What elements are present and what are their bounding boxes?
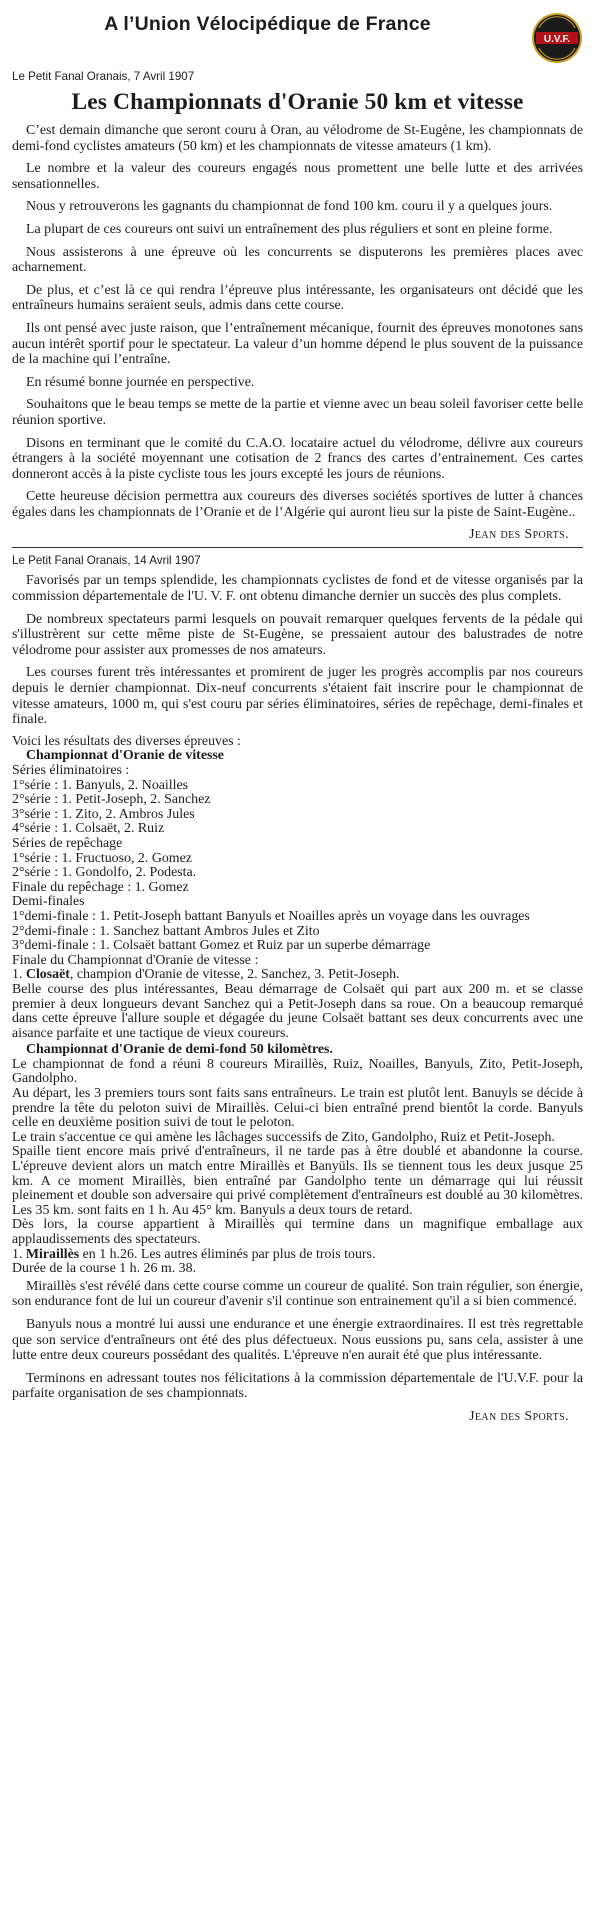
results-intro: Voici les résultats des diverses épreuves : bbox=[12, 733, 241, 749]
final-text: Belle course des plus intéressantes, Beau démarrage de Colsaët qui part aux 200 m. et se classe premier à deux longueurs devant Sanchez qui a Petit-Joseph dans sa roue. On a beaucoup remarqué dans cette épreuve l'allure souple et dégagée du jeune Colsaët battant ses deux concurrents avec une aisance parfaite et une tactique de vieux coureurs. bbox=[12, 981, 583, 1041]
article-1-paragraph: Nous assisterons à une épreuve où les concurrents se disputerons les premières places avec acharnement. bbox=[12, 244, 583, 276]
page bbox=[12, 8, 583, 1429]
demifond-result bbox=[12, 1248, 583, 1263]
article-2-paragraph: Les courses furent très intéressantes et promirent de juger les progrès accomplis par nos coureurs depuis le dernier championnat. Dix-neuf concurrents s'étaient fait inscrire pour le championnat de vitesse amateurs, 1000 m, qui s'est couru par séries éliminatoires, séries de repêchage, demi-finales et finale. bbox=[12, 665, 583, 728]
result-winner: Miraillès bbox=[25, 1246, 80, 1262]
demi-final: 2°demi-finale : 1. Sanchez battant Ambros Jules et Zito bbox=[12, 923, 320, 939]
article-1-paragraph: Cette heureuse décision permettra aux coureurs des diverses sociétés sportives de lutter à chances égales dans les championnats de l’Oranie et de l’Algérie qui auront lieu sur la piste de Saint-Eugène.. bbox=[12, 489, 583, 520]
rep-series: 2°série : 1. Gondolfo, 2. Podesta. bbox=[12, 865, 197, 881]
elim-label: Séries éliminatoires : bbox=[12, 763, 130, 778]
demifond-paragraph: Le championnat de fond a réuni 8 coureurs Miraillès, Ruiz, Noailles, Banyuls, Zito, Petit-Joseph, Gandolpho. bbox=[12, 1056, 583, 1087]
demifond-paragraph: Spaille tient encore mais privé d'entraîneurs, il ne tarde pas à être doublé et abandonne la course. L'épreuve devient alors un match entre Miraillès et Banyüls. Ils se tiennent tous les deux jusque 25 km. A ce moment Miraillès, bien entraîné par Gandolpho tente un démarrage qui lui réussit pleinement et double son adversaire qui privé complètement d'entraîneurs est doublé au 30 kilomètres. Les 35 km. sont faits en 1 h. Au 45° km. Banyuls a deux tours de retard. bbox=[12, 1144, 583, 1218]
masthead-title: A l’Union Vélocipédique de France bbox=[104, 13, 431, 35]
article-1-paragraph: En résumé bonne journée en perspective. bbox=[26, 374, 255, 390]
result-num: 1. bbox=[12, 1246, 23, 1262]
demifond-title-text: Championnat d'Oranie de demi-fond 50 kilomètres bbox=[26, 1042, 330, 1058]
article-1-paragraph: C’est demain dimanche que seront couru à Oran, au vélodrome de St-Eugène, les championnats de demi-fond cyclistes amateurs (50 km) et les championnats de vitesse amateurs (1 km). bbox=[12, 123, 583, 154]
masthead bbox=[12, 8, 583, 66]
closing-paragraph: Banyuls nous a montré lui aussi une endurance et une énergie extraordinaires. Il est très regrettable que son service d'entraîneurs ont été des plus défectueux. Nous eussions pu, sans cela, assister à une lutte entre deux coureurs possédant des qualités. L'épreuve n'en aurait été que plus intéressante. bbox=[12, 1316, 583, 1364]
vitesse-title: Championnat d'Oranie de vitesse bbox=[26, 748, 224, 764]
article-2-paragraph: Favorisés par un temps splendide, les championnats cyclistes de fond et de vitesse organisés par la commission départementale de l'U. V. F. ont obtenu dimanche dernier un succès des plus complets. bbox=[12, 573, 583, 605]
result-rest: en 1 h.26. Les autres éliminés par plus de trois tours. bbox=[79, 1246, 376, 1262]
article-1-paragraph: Ils ont pensé avec juste raison, que l’entraînement mécanique, fournit des épreuves monotones sans aucun intérêt sportif pour le spectateur. La valeur d’un homme dépend le plus souvent de la puissance de la machine qui l’entraîne. bbox=[12, 320, 583, 368]
closing-paragraph: Terminons en adressant toutes nos félicitations à la commission départementale de l'U.V.F. pour la parfaite organisation de ses championnats. bbox=[12, 1370, 583, 1402]
article-1-paragraph: Le nombre et la valeur des coureurs engagés nous promettent une belle lutte et des arrivées sensationnelles. bbox=[12, 161, 583, 192]
rep-label: Séries de repêchage bbox=[12, 835, 123, 851]
article-2-source: Le Petit Fanal Oranais, 14 Avril 1907 bbox=[12, 554, 201, 568]
demi-label: Demi-finales bbox=[12, 894, 85, 910]
article-2-signature: Jean des Sports. bbox=[469, 1408, 569, 1424]
article-1-paragraph: Nous y retrouverons les gagnants du championnat de fond 100 km. couru il y a quelques jours. bbox=[26, 199, 553, 215]
demifond-title-end: . bbox=[329, 1042, 333, 1058]
rep-series: 1°série : 1. Fructuoso, 2. Gomez bbox=[12, 850, 192, 866]
demifond-paragraph: Dès lors, la course appartient à Miraillès qui termine dans un magnifique emballage aux applaudissements des spectateurs. bbox=[12, 1217, 583, 1247]
article-1-signature: Jean des Sports. bbox=[469, 527, 569, 543]
final-rest: , champion d'Oranie de vitesse, 2. Sanchez, 3. Petit-Joseph. bbox=[69, 967, 400, 983]
demifond-paragraph: Le train s'accentue ce qui amène les lâchages successifs de Zito, Gandolpho, Ruiz et Petit-Joseph. bbox=[12, 1129, 555, 1145]
article-divider bbox=[12, 547, 583, 548]
article-1-paragraph: De plus, et c’est là ce qui rendra l’épreuve plus intéressante, les organisateurs ont décidé que les entraîneurs humains seraient seuls, admis dans cette course. bbox=[12, 282, 583, 314]
article-1-paragraph: La plupart de ces coureurs ont suivi un entraînement des plus réguliers et sont en pleine forme. bbox=[26, 221, 553, 237]
article-2 bbox=[12, 554, 583, 1424]
elim-series: 4°série : 1. Colsaët, 2. Ruiz bbox=[12, 821, 165, 837]
article-1-headline: Les Championnats d'Oranie 50 km et vitesse bbox=[71, 89, 524, 115]
demi-final: 1°demi-finale : 1. Petit-Joseph battant Banyuls et Noailles après un voyage dans les ouvrages bbox=[12, 908, 530, 924]
article-1-paragraph: Souhaitons que le beau temps se mette de la partie et vienne avec un beau soleil favoriser cette belle réunion sportive. bbox=[12, 397, 583, 428]
article-1-paragraph: Disons en terminant que le comité du C.A.O. locataire actuel du vélodrome, délivre aux coureurs étrangers à la société moyennant une cotisation de 2 francs des cartes d’entrainement. Ces cartes donneront accès à la piste cycliste tous les jours excepté les jours de réunions. bbox=[12, 435, 583, 482]
demifond-paragraph: Au départ, les 3 premiers tours sont faits sans entraîneurs. Le train est plutôt lent. Banuyls se décide à prendre la tête du peloton suivi de Miraillès. Celui-ci bien entraîné prend bientôt la corde. Banyuls celle en deuxième position suivi de tout le peloton. bbox=[12, 1086, 583, 1131]
demifond-title bbox=[26, 1043, 583, 1058]
elim-series: 1°série : 1. Banyuls, 2. Noailles bbox=[12, 777, 189, 793]
logo-text: U.V.F. bbox=[543, 34, 571, 45]
final-winner: Closaët bbox=[25, 967, 70, 983]
uvf-logo-icon bbox=[531, 10, 583, 66]
rep-final: Finale du repêchage : 1. Gomez bbox=[12, 879, 189, 895]
final-num: 1. bbox=[12, 967, 23, 983]
closing-paragraph: Miraillès s'est révélé dans cette course comme un coureur de qualité. Son train régulier, son énergie, son endurance font de lui un coureur d'avenir s'il continue son entrainement qu'il a si bien commencé. bbox=[12, 1278, 583, 1310]
article-1 bbox=[12, 70, 583, 543]
demifond-duration: Durée de la course 1 h. 26 m. 38. bbox=[12, 1261, 196, 1277]
elim-series: 2°série : 1. Petit-Joseph, 2. Sanchez bbox=[12, 792, 211, 808]
article-1-source: Le Petit Fanal Oranais, 7 Avril 1907 bbox=[12, 70, 195, 83]
demi-final: 3°demi-finale : 1. Colsaët battant Gomez et Ruiz par un superbe démarrage bbox=[12, 938, 431, 954]
final-result bbox=[12, 968, 583, 983]
final-label: Finale du Championnat d'Oranie de vitesse : bbox=[12, 952, 259, 968]
results bbox=[12, 735, 583, 1279]
elim-series: 3°série : 1. Zito, 2. Ambros Jules bbox=[12, 806, 195, 822]
article-2-paragraph: De nombreux spectateurs parmi lesquels on pouvait remarquer quelques fervents de la pédale qui s'illustrèrent sur cette même piste de St-Eugène, se pressaient autour des balustrades de notre vélodrome pour assister aux promesses de nos amateurs. bbox=[12, 611, 583, 658]
